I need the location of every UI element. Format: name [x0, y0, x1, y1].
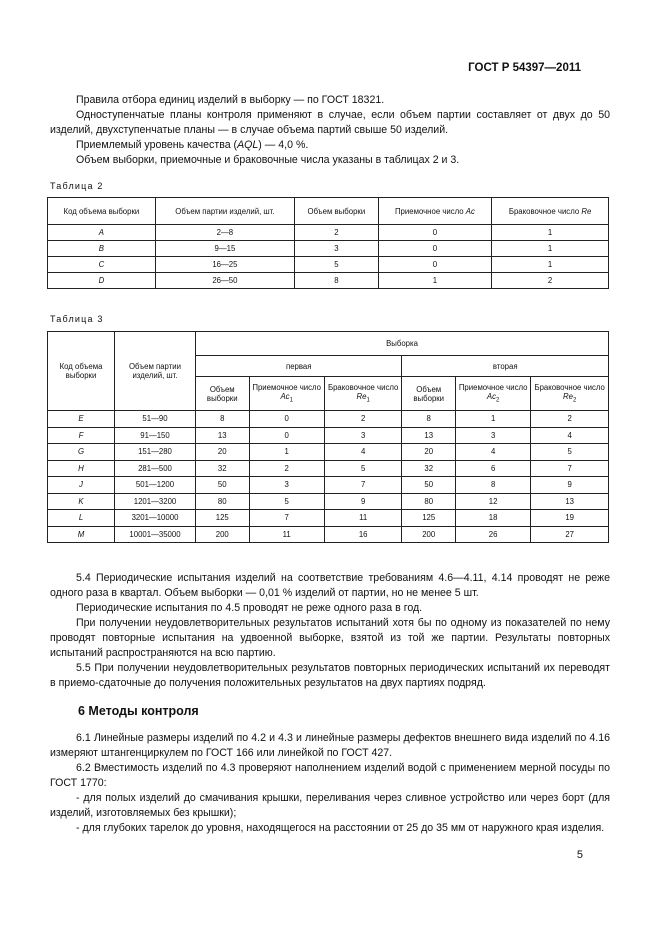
table-cell: 1201—3200: [115, 493, 196, 510]
table3-header-rej-1: Браковочное число $Re_1$: [324, 377, 402, 411]
s61-p: 6.1 Линейные размеры изделий по 4.2 и 4.3 и линейные размеры дефектов внешнего вида изделий по 4.16 измеряют штангенциркулем по ГОСТ 166 или линейкой по ГОСТ 427.: [50, 732, 610, 760]
s55-p: 5.5 При получении неудовлетворительных результатов повторных периодических испытаний их переводят в приемо-сдаточные до получения положительных результатов на двух партиях подряд.: [50, 662, 610, 690]
table-cell: 5: [249, 493, 324, 510]
table-cell: 8: [196, 411, 250, 428]
table-cell: D: [48, 273, 156, 289]
table-cell: 5: [295, 257, 379, 273]
table3-header-sample: Выборка: [196, 332, 609, 356]
table2-header-sample: Объем выборки: [295, 198, 379, 225]
table-cell: 1: [492, 225, 609, 241]
table2-header-reject: Браковочное число Re: [492, 198, 609, 225]
table3-header-acc-2: Приемочное число $Ac_2$: [455, 377, 530, 411]
table-cell: 13: [402, 427, 456, 444]
table-cell: 51—90: [115, 411, 196, 428]
table-cell: 26: [455, 526, 530, 543]
table-cell: 1: [492, 241, 609, 257]
table-cell: 3: [324, 427, 402, 444]
table-row: [48, 411, 609, 428]
table-row: [48, 257, 609, 273]
table-cell: H: [48, 460, 115, 477]
table-cell: 281—500: [115, 460, 196, 477]
table-cell: 1: [455, 411, 530, 428]
table-cell: 2: [249, 460, 324, 477]
table-row: [48, 510, 609, 527]
table-cell: 151—280: [115, 444, 196, 461]
table-cell: 7: [324, 477, 402, 494]
table-cell: 125: [196, 510, 250, 527]
table-cell: 80: [402, 493, 456, 510]
intro-p4: Объем выборки, приемочные и браковочные числа указаны в таблицах 2 и 3.: [76, 154, 460, 166]
table-cell: 11: [324, 510, 402, 527]
table-cell: 8: [455, 477, 530, 494]
table-cell: 1: [492, 257, 609, 273]
table-cell: A: [48, 225, 156, 241]
table-cell: 9—15: [155, 241, 294, 257]
table-cell: 0: [249, 411, 324, 428]
table-cell: E: [48, 411, 115, 428]
table-cell: 2: [531, 411, 609, 428]
s54-p2: Периодические испытания по 4.5 проводят не реже одного раза в год.: [76, 602, 423, 614]
table-cell: 0: [378, 241, 491, 257]
table-cell: 1: [378, 273, 491, 289]
table-cell: L: [48, 510, 115, 527]
table-cell: 20: [196, 444, 250, 461]
table-cell: 3: [455, 427, 530, 444]
table-cell: 4: [324, 444, 402, 461]
table-cell: 5: [324, 460, 402, 477]
table2-header-lot: Объем партии изделий, шт.: [155, 198, 294, 225]
table3-header-code: Код объема выборки: [48, 332, 115, 411]
s62-bullet-2: - для глубоких тарелок до уровня, находящегося на расстоянии от 25 до 35 мм от наружного края изделия.: [76, 822, 605, 834]
table2: [47, 197, 609, 289]
table3-header-lot: Объем партии изделий, шт.: [115, 332, 196, 411]
table-cell: 27: [531, 526, 609, 543]
table-cell: 0: [378, 225, 491, 241]
table3-header-second: вторая: [402, 356, 609, 377]
table-cell: 8: [295, 273, 379, 289]
table3-header-vol-1: Объем выборки: [196, 377, 250, 411]
table-cell: K: [48, 493, 115, 510]
table-row: [48, 477, 609, 494]
table2-header-row: [48, 198, 609, 225]
table-cell: C: [48, 257, 156, 273]
table-cell: 91—150: [115, 427, 196, 444]
table-cell: 200: [402, 526, 456, 543]
table-row: [48, 493, 609, 510]
table2-header-accept: Приемочное число Ac: [378, 198, 491, 225]
table-cell: 26—50: [155, 273, 294, 289]
intro-p2: Одноступенчатые планы контроля применяют в случае, если объем партии составляет от двух до 50 изделий, двухступенчатые планы — в случае объема партий свыше 50 изделий.: [50, 109, 610, 137]
table-cell: 32: [402, 460, 456, 477]
table-row: [48, 273, 609, 289]
table-cell: 13: [196, 427, 250, 444]
table-cell: M: [48, 526, 115, 543]
table-row: [48, 427, 609, 444]
s54-p3: При получении неудовлетворительных результатов испытаний хотя бы по одному из показателей по нему проводят повторные испытания на удвоенной выборке, взятой из той же партии. Результаты повторных испытаний распространяются на всю партию.: [50, 617, 610, 660]
table2-header-code: Код объема выборки: [48, 198, 156, 225]
table-cell: 6: [455, 460, 530, 477]
table-cell: 2—8: [155, 225, 294, 241]
s62-p: 6.2 Вместимость изделий по 4.3 проверяют наполнением изделий водой с применением мерной посуды по ГОСТ 1770:: [50, 762, 610, 790]
table-cell: 12: [455, 493, 530, 510]
table-row: [48, 460, 609, 477]
table-cell: 50: [196, 477, 250, 494]
table3-header-rej-2: Браковочное число $Re_2$: [531, 377, 609, 411]
table-cell: 2: [295, 225, 379, 241]
table-cell: 2: [492, 273, 609, 289]
table-row: [48, 225, 609, 241]
intro-p3: Приемлемый уровень качества (AQL) — 4,0 %.: [76, 139, 309, 151]
table-cell: 11: [249, 526, 324, 543]
table-cell: 501—1200: [115, 477, 196, 494]
table-cell: 1: [249, 444, 324, 461]
table-cell: 0: [378, 257, 491, 273]
table-cell: 13: [531, 493, 609, 510]
table-cell: 7: [249, 510, 324, 527]
table-row: [48, 526, 609, 543]
page-number: 5: [576, 849, 583, 861]
s54-p1: 5.4 Периодические испытания изделий на соответствие требованиям 4.6—4.11, 4.14 проводят не реже одного раза в квартал. Объем выборки — 0,01 % изделий от партии, но не менее 5 шт.: [50, 572, 610, 600]
table-cell: 16—25: [155, 257, 294, 273]
table-cell: 5: [531, 444, 609, 461]
table-cell: 18: [455, 510, 530, 527]
table-cell: 10001—35000: [115, 526, 196, 543]
table-cell: 19: [531, 510, 609, 527]
table-cell: 200: [196, 526, 250, 543]
table-cell: 0: [249, 427, 324, 444]
table-cell: 3: [295, 241, 379, 257]
table-cell: 4: [531, 427, 609, 444]
table-cell: 16: [324, 526, 402, 543]
intro-p1: Правила отбора единиц изделий в выборку — по ГОСТ 18321.: [76, 94, 385, 106]
table-cell: 2: [324, 411, 402, 428]
table-cell: 3201—10000: [115, 510, 196, 527]
table-cell: 3: [249, 477, 324, 494]
table-cell: B: [48, 241, 156, 257]
section-6-title: 6 Методы контроля: [78, 704, 199, 718]
table3-header-row-1: [48, 332, 609, 356]
table-cell: 8: [402, 411, 456, 428]
table-row: [48, 241, 609, 257]
table3-header-first: первая: [196, 356, 402, 377]
table-cell: F: [48, 427, 115, 444]
table3-header-acc-1: Приемочное число $Ac_1$: [249, 377, 324, 411]
table-cell: 20: [402, 444, 456, 461]
table-cell: G: [48, 444, 115, 461]
table-cell: J: [48, 477, 115, 494]
table-cell: 9: [324, 493, 402, 510]
table3: [47, 331, 609, 543]
table2-caption: Таблица 2: [50, 181, 104, 191]
s62-bullet-1: - для полых изделий до смачивания крышки, переливания через сливное устройство или через борт (для изделий, изготовляемых без крышки);: [50, 792, 610, 820]
table3-caption: Таблица 3: [50, 314, 104, 324]
table-row: [48, 444, 609, 461]
table-cell: 80: [196, 493, 250, 510]
table3-header-vol-2: Объем выборки: [402, 377, 456, 411]
table-cell: 4: [455, 444, 530, 461]
table-cell: 125: [402, 510, 456, 527]
table-cell: 50: [402, 477, 456, 494]
document-id: ГОСТ Р 54397—2011: [468, 62, 581, 74]
table-cell: 32: [196, 460, 250, 477]
table-cell: 7: [531, 460, 609, 477]
table-cell: 9: [531, 477, 609, 494]
